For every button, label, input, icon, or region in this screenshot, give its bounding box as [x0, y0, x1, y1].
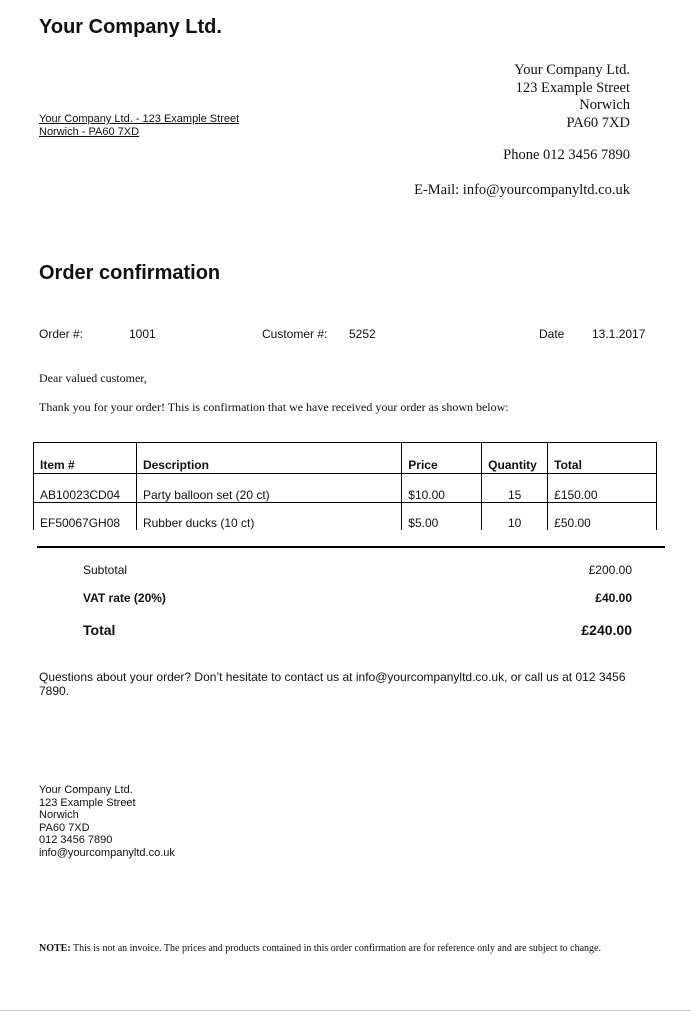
sender-email: E-Mail: info@yourcompanyltd.co.uk: [414, 182, 630, 198]
sender-phone: Phone 012 3456 7890: [503, 147, 630, 163]
subtotal-label: Subtotal: [83, 563, 128, 577]
column-header: Price: [402, 443, 482, 474]
contact-note: Questions about your order? Don’t hesitate to contact us at info@yourcompanyltd.co.uk, or call us at 012 3456 7890.: [39, 670, 626, 698]
footer-line: info@yourcompanyltd.co.uk: [39, 846, 175, 859]
customer-number-value: 5252: [349, 327, 376, 341]
column-header: Description: [136, 443, 401, 474]
address-line: 123 Example Street: [515, 79, 630, 96]
date-label: Date: [539, 327, 565, 341]
total-value: £240.00: [581, 622, 632, 638]
subtotal-value: £200.00: [588, 563, 632, 577]
item-total: £50.00: [548, 503, 657, 531]
address-line: Your Company Ltd.: [514, 62, 630, 78]
disclaimer-text: This is not an invoice. The prices and products contained in this order confirmation are for reference only and are subject to change.: [70, 943, 601, 954]
document-title: Order confirmation: [39, 262, 221, 284]
footer-address: [39, 784, 175, 860]
item-price: $5.00: [402, 503, 482, 531]
company-title: Your Company Ltd.: [39, 16, 222, 38]
disclaimer: [39, 942, 659, 955]
items-table: [33, 442, 657, 530]
item-quantity: 10: [482, 503, 548, 531]
return-address-line: Your Company Ltd. - 123 Example Street: [39, 113, 240, 125]
item-number: AB10023CD04: [34, 474, 137, 503]
total-label: Total: [83, 622, 116, 638]
item-quantity: 15: [482, 474, 548, 503]
intro-text: Thank you for your order! This is confirmation that we have received your order as shown below:: [39, 400, 509, 414]
item-number: EF50067GH08: [34, 503, 137, 531]
disclaimer-label: NOTE:: [39, 943, 71, 954]
footer-line: 123 Example Street: [39, 796, 136, 809]
vat-value: £40.00: [595, 591, 632, 605]
order-number-value: 1001: [129, 327, 156, 341]
item-description: Party balloon set (20 ct): [136, 474, 401, 503]
footer-line: 012 3456 7890: [39, 834, 113, 847]
table-header-row: [34, 443, 657, 474]
footer-line: Your Company Ltd.: [39, 784, 133, 796]
item-description: Rubber ducks (10 ct): [136, 503, 401, 531]
item-total: £150.00: [548, 474, 657, 503]
column-header: Item #: [34, 443, 137, 474]
divider: [37, 546, 665, 548]
date-value: 13.1.2017: [592, 327, 646, 341]
customer-number-label: Customer #:: [262, 327, 328, 341]
address-line: Norwich: [579, 97, 630, 113]
greeting: Dear valued customer,: [39, 371, 147, 385]
item-price: $10.00: [402, 474, 482, 503]
return-address-line: Norwich - PA60 7XD: [39, 125, 140, 138]
order-number-label: Order #:: [39, 327, 84, 341]
vat-label: VAT rate (20%): [83, 591, 166, 605]
column-header: Quantity: [482, 443, 548, 474]
return-address: [39, 113, 239, 138]
address-line: PA60 7XD: [566, 114, 630, 131]
footer-line: Norwich: [39, 809, 79, 822]
column-header: Total: [548, 443, 657, 474]
sender-address: [514, 62, 630, 132]
page-bottom-border: [0, 1010, 691, 1011]
table-row: [34, 503, 657, 531]
footer-line: PA60 7XD: [39, 821, 90, 834]
table-row: [34, 474, 657, 503]
